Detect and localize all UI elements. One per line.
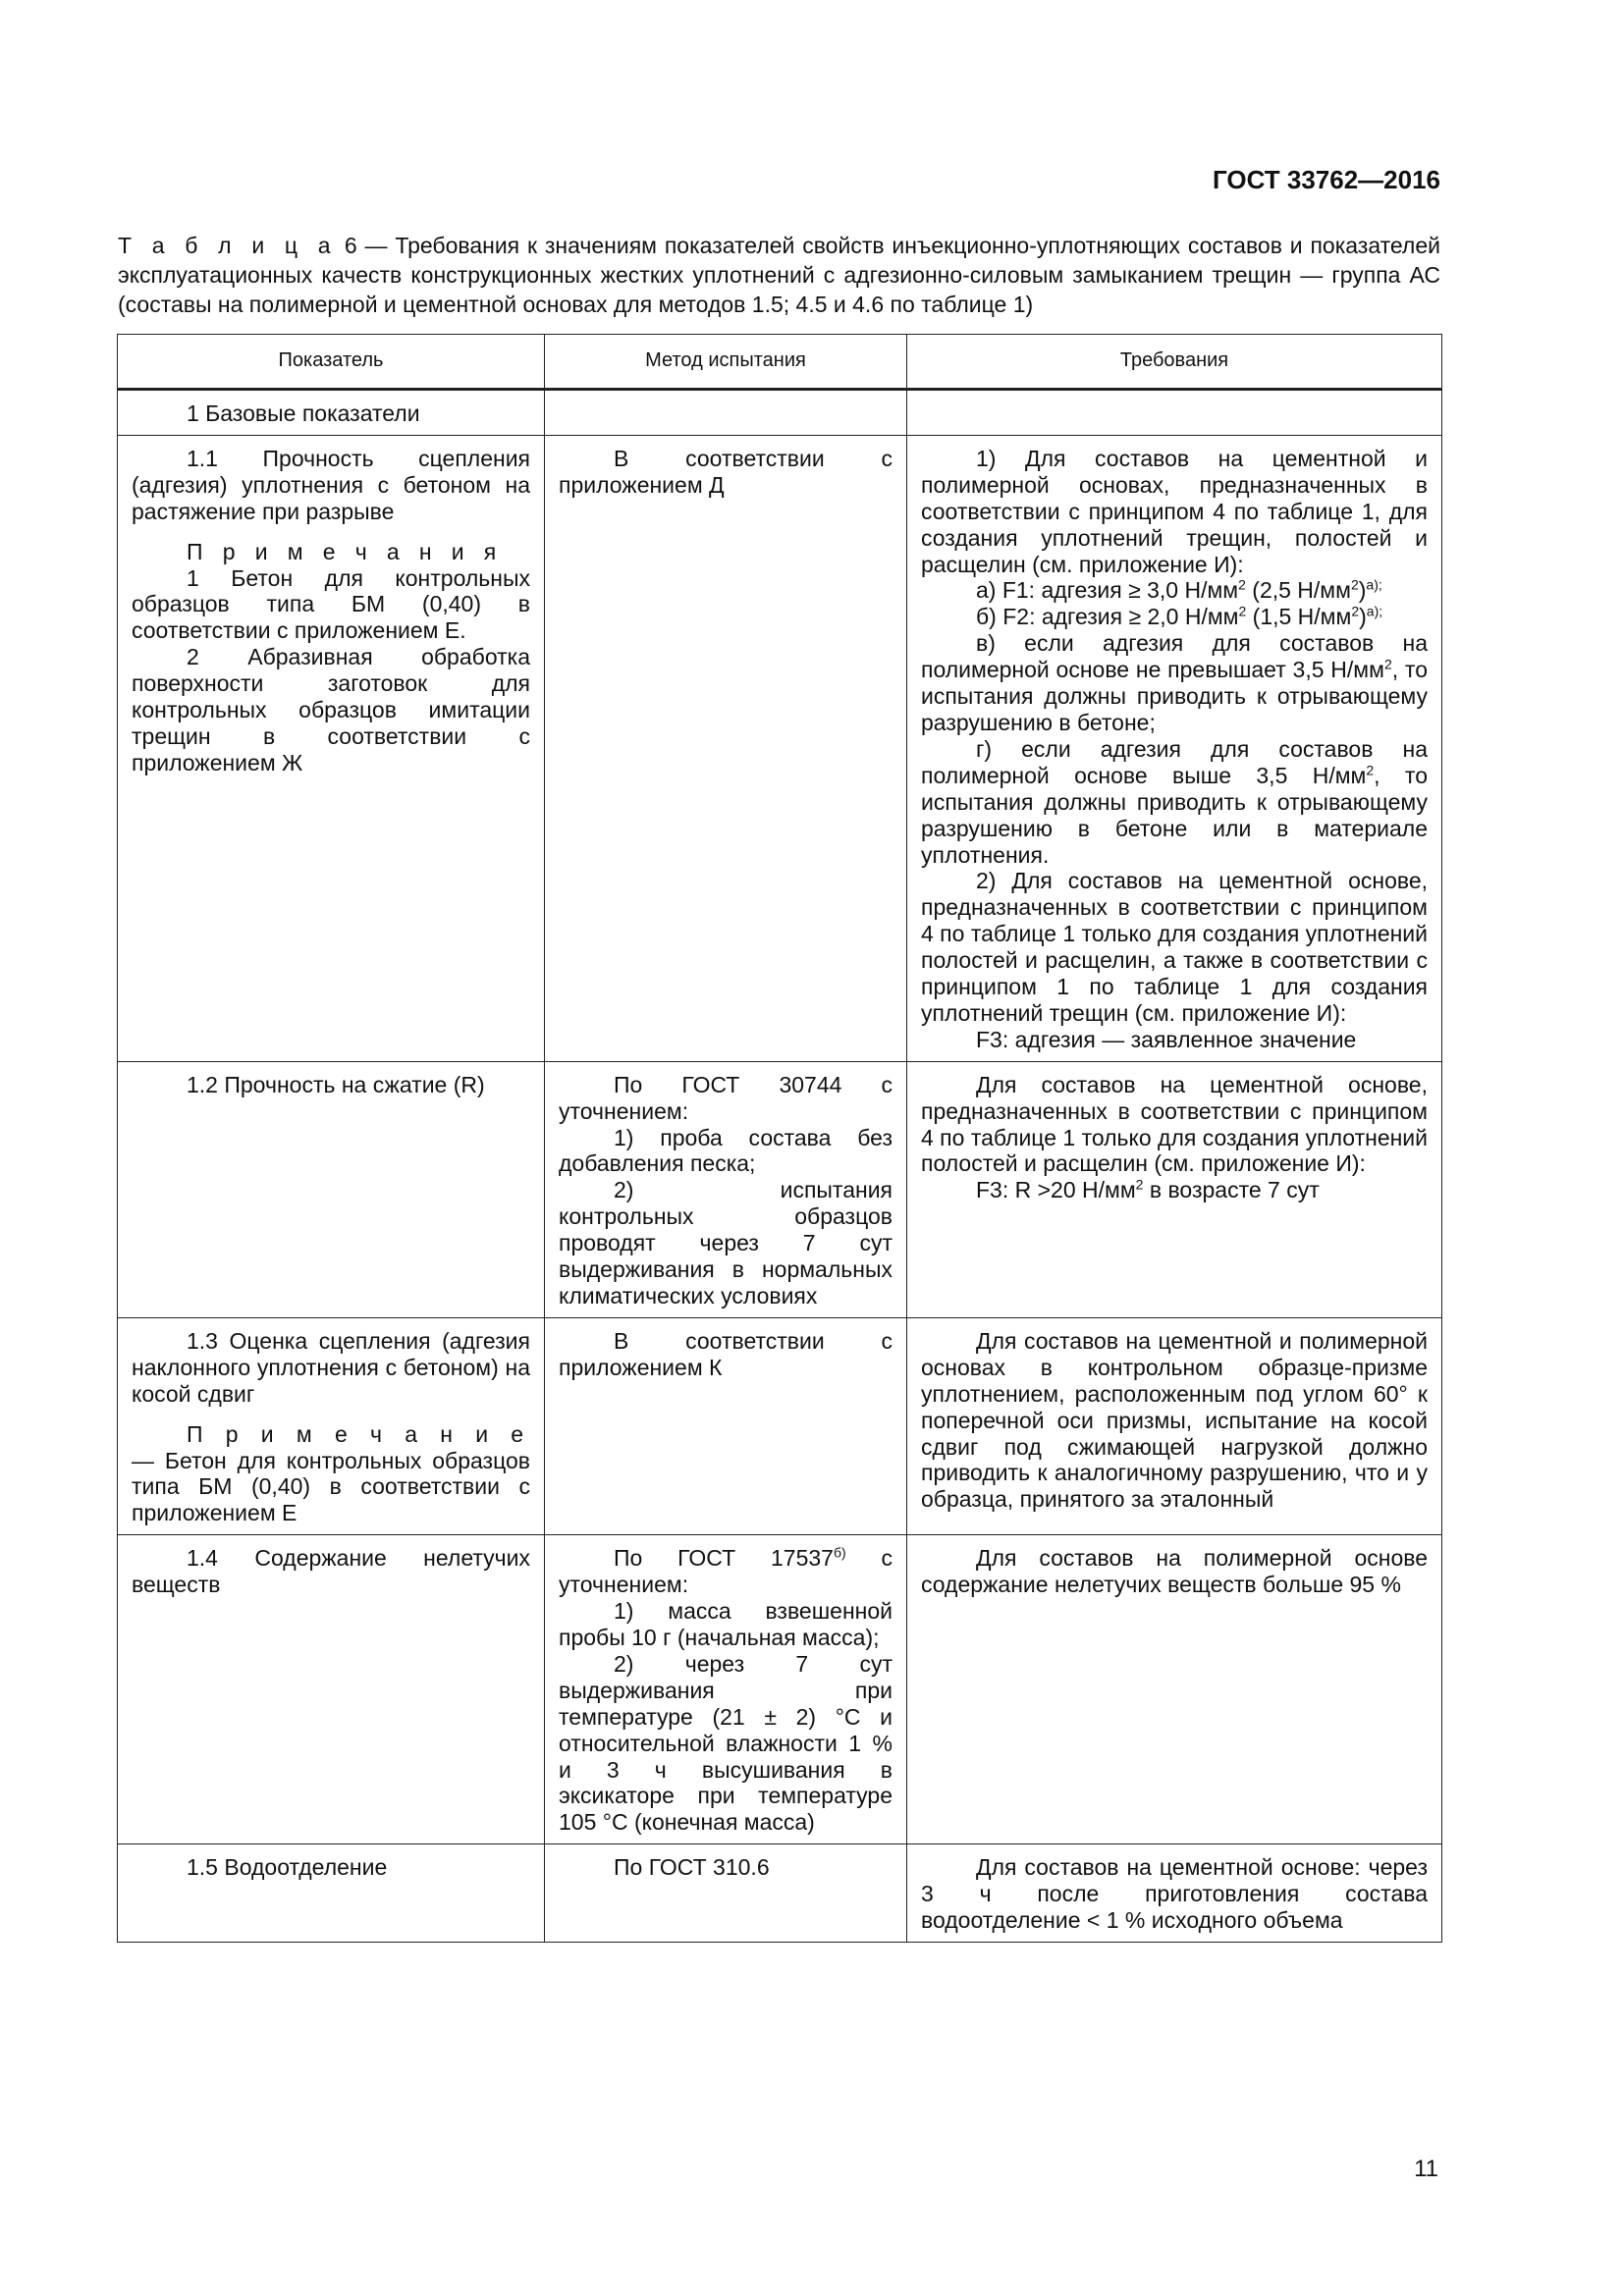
requirement-text: в) если адгезия для составов на полимерной основе не превышает 3,5 $Н/мм^2$, то испытания должны приводить к отрывающему разрушению в бетоне; [921,630,1428,735]
document-code: ГОСТ 33762—2016 [1213,165,1440,194]
table-row-section [118,390,1442,436]
indicator-name: 1.2 Прочность на сжатие (R) [187,1071,485,1097]
note-heading: П р и м е ч а н и я [187,538,504,564]
note-text: 1 Бетон для контрольных образцов типа БМ (0,40) в соответствии с приложением Е. [132,564,530,644]
empty-cell [907,390,1442,436]
section-title-cell [118,390,545,436]
requirement-text: 2) Для составов на цементной основе, предназначенных в соответствии с принципом 4 по таблице 1 только для создания уплотнений полостей и расщелин, а также в соответствии с принципом 1 по таблице 1 для создания уплотнений трещин (см. приложение И): [921,868,1429,1026]
table-row [118,435,1442,1061]
header-method: Метод испытания [545,335,907,390]
requirements-cell [907,1061,1442,1317]
method-text: 2) через 7 сут выдерживания при температуре (21 ± 2) °С и относительной влажности 1 % и 3 ч высушивания в эксикаторе при температуре 105 °С (конечная масса) [559,1650,893,1836]
header-indicator: Показатель [118,335,545,390]
method-cell [545,1061,907,1317]
table-header-row [118,335,1442,390]
method-text: По ГОСТ 30744 с уточнением: [559,1071,893,1124]
requirement-text: Для составов на цементной основе, предназначенных в соответствии с принципом 4 по таблице 1 только для создания уплотнений полостей и расщелин (см. приложение И): [921,1071,1429,1177]
indicator-name: 1.5 Водоотделение [187,1854,388,1881]
indicator-cell [118,1317,545,1534]
method-text: 2) испытания контрольных образцов проводят через 7 сут выдерживания в нормальных климатических условиях [559,1177,893,1308]
table-row [118,1535,1442,1844]
requirement-text: Для составов на цементной и полимерной основах в контрольном образце-призме уплотнением, расположенным под углом 60° к поперечной оси призмы, испытание на косой сдвиг под сжимающей нагрузкой должно приводить к аналогичному разрушению, что и у образца, принятого за эталонный [921,1327,1428,1513]
method-text: По ГОСТ $17537^{б)}$ с уточнением: [559,1544,893,1598]
note-text: П р и м е ч а н и е — Бетон для контрольных образцов типа БМ (0,40) в соответствии с приложением Е [132,1420,530,1526]
requirement-text: б) F2: адгезия ≥ 2,0 $Н/мм^2$ (1,5 $Н/мм^2)^{а);}$ [976,603,1383,630]
method-text: 1) проба состава без добавления песка; [559,1124,893,1177]
method-text: По ГОСТ 310.6 [614,1854,770,1881]
requirement-text: F3: адгезия — заявленное значение [976,1026,1357,1052]
indicator-cell [118,1844,545,1943]
caption-label: Т а б л и ц а [118,233,338,258]
indicator-name: 1.4 Содержание нелетучих веществ [132,1545,530,1598]
method-cell [545,1535,907,1844]
requirement-text: а) F1: адгезия ≥ 3,0 $Н/мм^2$ (2,5 $Н/мм^2)^{а);}$ [976,576,1382,604]
table-row [118,1844,1442,1943]
indicator-name: 1.3 Оценка сцепления (адгезия наклонного уплотнения с бетоном) на косой сдвиг [132,1327,530,1407]
requirement-text: Для составов на цементной основе: через 3 ч после приготовления состава водоотделение < 1 % исходного объема [921,1854,1428,1934]
requirement-text: F3: R >20 $Н/мм^2$ в возрасте 7 сут [976,1176,1320,1203]
requirement-text: г) если адгезия для составов на полимерной основе выше 3,5 $Н/мм^2$, то испытания должны приводить к отрывающему разрушению в бетоне или в материале уплотнения. [921,735,1428,868]
caption-text: 6 — Требования к значениям показателей свойств инъекционно-уплотняющих составов и показателей эксплуатационных качеств конструкционных жестких уплотнений с адгезионно-силовым замыканием трещин — группа АС (составы на полимерной и цементной основах для методов 1.5; 4.5 и 4.6 по таблице 1) [118,233,1440,317]
requirements-cell [907,435,1442,1061]
requirements-cell [907,1535,1442,1844]
table-row [118,1061,1442,1317]
empty-cell [545,390,907,436]
requirements-cell [907,1844,1442,1943]
page-number: 11 [1414,2156,1438,2182]
header-requirements: Требования [907,335,1442,390]
method-cell [545,1844,907,1943]
requirements-table [117,334,1442,1943]
table-row [118,1317,1442,1534]
indicator-cell [118,1061,545,1317]
method-text: 1) масса взвешенной пробы 10 г (начальная масса); [559,1598,893,1650]
indicator-cell [118,435,545,1061]
table-caption [118,232,1440,320]
method-text: В соответствии с приложением Д [559,445,893,498]
method-cell [545,1317,907,1534]
method-cell [545,435,907,1061]
method-text: В соответствии с приложением К [559,1327,893,1380]
indicator-cell [118,1535,545,1844]
requirements-cell [907,1317,1442,1534]
requirement-text: 1) Для составов на цементной и полимерной основах, предназначенных в соответствии с принципом 4 по таблице 1, для создания уплотнений трещин, полостей и расщелин (см. приложение И): [921,445,1428,577]
requirement-text: Для составов на полимерной основе содержание нелетучих веществ больше 95 % [921,1545,1428,1598]
section-title: 1 Базовые показатели [187,400,420,426]
note-text: 2 Абразивная обработка поверхности заготовок для контрольных образцов имитации трещин в соответствии с приложением Ж [132,644,530,775]
indicator-name: 1.1 Прочность сцепления (адгезия) уплотнения с бетоном на растяжение при разрыве [132,445,530,524]
